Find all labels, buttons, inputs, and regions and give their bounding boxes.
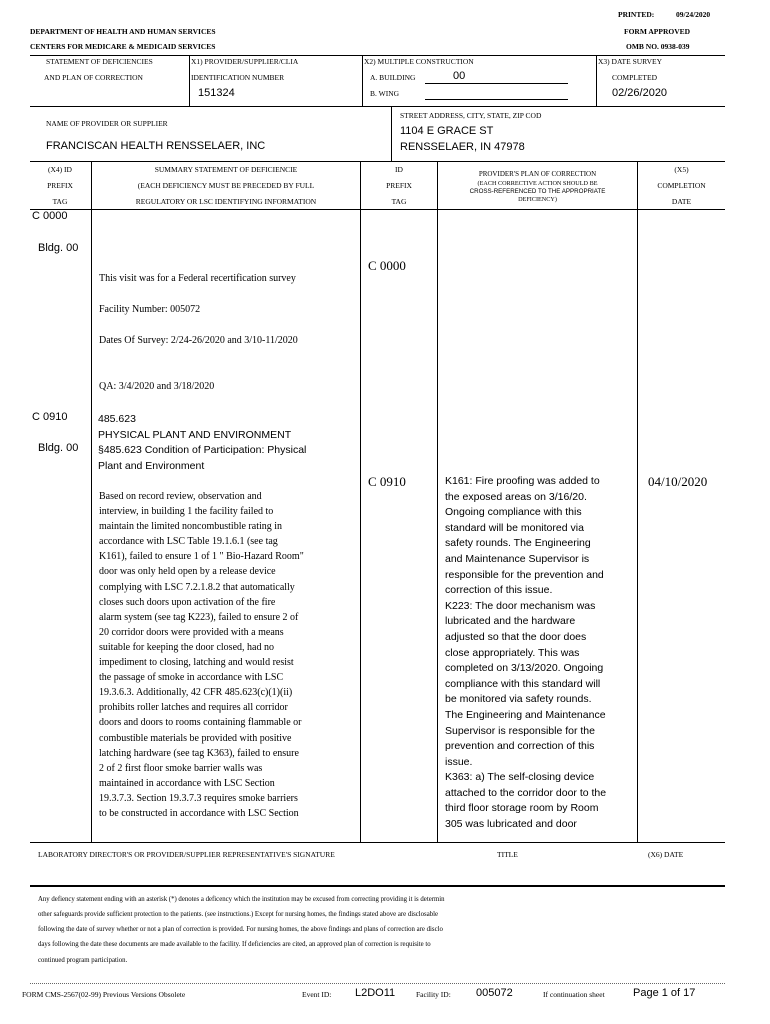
continuation-label: If continuation sheet [543,990,605,999]
id-header-3: TAG [391,197,407,206]
id-header-1: ID [395,165,403,174]
id-tag-1: C 0000 [368,258,406,273]
summary-header-3: REGULATORY OR LSC IDENTIFYING INFORMATION [135,197,317,206]
x4-header-2: PREFIX [47,181,73,190]
address-line-1: 1104 E GRACE ST [400,125,494,137]
x1-label: X1) PROVIDER/SUPPLIER/CLIA [191,57,299,66]
omb-number: OMB NO. 0938-039 [626,42,690,51]
department-title: DEPARTMENT OF HEALTH AND HUMAN SERVICES [30,27,216,36]
id-tag-2: C 0910 [368,474,406,489]
title-label: TITLE [497,850,518,859]
prefix-tag-1: C 0000 [32,210,68,222]
building-tag-2: Bldg. 00 [38,442,79,454]
x3-label-2: COMPLETED [612,73,657,82]
facility-id-value: 005072 [476,987,513,999]
building-tag-1: Bldg. 00 [38,242,79,254]
facility-number: Facility Number: 005072 [99,304,201,315]
signature-date-label: (X6) DATE [648,850,684,859]
completion-date: 04/10/2020 [648,474,708,489]
summary-header-2: (EACH DEFICIENCY MUST BE PRECEDED BY FULL [137,181,315,190]
building-value: 00 [453,70,466,82]
printed-date: 09/24/2020 [676,10,711,19]
survey-dates: Dates Of Survey: 2/24-26/2020 and 3/10-11/2020 [99,335,298,346]
disclaimer-line-3: following the date of survey whether or not a plan of correction is provided. For nursing homes, the above findings and plans of correction are disclo [38,926,443,933]
provider-name-label: NAME OF PROVIDER OR SUPPLIER [46,119,168,128]
survey-type: This visit was for a Federal recertification survey [99,273,296,284]
printed-label: PRINTED: [618,10,655,19]
wing-label: B. WING [370,89,400,98]
form-number: FORM CMS-2567(02-99) Previous Versions Obsolete [22,990,186,999]
summary-header-1: SUMMARY STATEMENT OF DEFICIENCIE [154,165,298,174]
x4-header-1: (X4) ID [48,165,72,174]
signature-label: LABORATORY DIRECTOR'S OR PROVIDER/SUPPLIER REPRESENTATIVE'S SIGNATURE [38,850,335,859]
x3-label: X3) DATE SURVEY [598,57,662,66]
plan-label: AND PLAN OF CORRECTION [44,73,143,82]
address-line-2: RENSSELAER, IN 47978 [400,141,525,153]
x5-header-1: (X5) [674,165,689,174]
x5-header-2: COMPLETION [657,181,706,190]
facility-id-label: Facility ID: [416,990,451,999]
plan-header-3: CROSS-REFERENCED TO THE APPROPRIATE [469,188,606,195]
form-approved: FORM APPROVED [624,27,691,36]
provider-id-value: 151324 [198,87,235,99]
disclaimer-line-5: continued program participation. [38,957,128,964]
disclaimer-line-4: days following the date these documents are made available to the facility. If deficiencies are cited, an approved plan of correction is requisite to [38,941,431,948]
disclaimer-line-2: other safeguards provide sufficient protection to the patients. (see instructions.) Except for nursing homes, the findings stated above are disclosable [38,911,439,918]
plan-header-2: (EACH CORRECTIVE ACTION SHOULD BE [477,180,598,187]
qa-dates: QA: 3/4/2020 and 3/18/2020 [99,381,215,392]
prefix-tag-2: C 0910 [32,411,68,423]
regulation-title: 485.623 PHYSICAL PLANT AND ENVIRONMENT §485.623 Condition of Participation: Physical Plant and Environment [98,413,307,472]
finding-text: Based on record review, observation and interview, in building 1 the facility failed to maintain the limited noncombustible rating in accordance with LSC Table 19.1.6.1 (see tag K161), failed to ensure 1 of 1 " Bio-Hazard Room" door was only held open by a release device complying with LSC 7.2.1.8.2 that automatically closes such doors upon activation of the fire alarm system (see tag K223), failed to ensure 2 of 20 corridor doors were provided with a means suitable for keeping the door closed, had no impediment to closing, latching and would resist the passage of smoke in accordance with LSC 19.3.6.3. Additionally, 42 CFR 485.623(c)(1)(ii) prohibits roller latches and requires all corridor doors and doors to rooms containing flammable or combustible materials be provided with positive latching hardware (see tag K363), failed to ensure 2 of 2 first floor smoke barrier walls was maintained in accordance with LSC Section 19.3.7.3. Section 19.3.7.3 requires smoke barriers to be constructed in accordance with LSC Section [99,491,304,819]
survey-date-value: 02/26/2020 [612,87,668,99]
statement-label: STATEMENT OF DEFICIENCIES [46,57,153,66]
plan-header-1: PROVIDER'S PLAN OF CORRECTION [478,170,597,178]
address-label: STREET ADDRESS, CITY, STATE, ZIP COD [400,111,542,120]
page-number: Page 1 of 17 [633,987,696,999]
disclaimer-line-1: Any defiency statement ending with an asterisk (*) denotes a deficency which the institution may be excused from correcting providing it is determin [38,896,445,903]
x5-header-3: DATE [671,197,692,206]
x1-label-2: IDENTIFICATION NUMBER [191,73,285,82]
centers-title: CENTERS FOR MEDICARE & MEDICAID SERVICES [30,42,216,51]
x2-label: X2) MULTIPLE CONSTRUCTION [364,57,474,66]
event-id-label: Event ID: [302,990,332,999]
plan-header-4: DEFICIENCY) [518,196,557,203]
id-header-2: PREFIX [386,181,412,190]
provider-name-value: FRANCISCAN HEALTH RENSSELAER, INC [46,140,266,152]
building-label: A. BUILDING [370,73,416,82]
event-id-value: L2DO11 [355,987,396,999]
plan-of-correction-text: K161: Fire proofing was added to the exposed areas on 3/16/20. Ongoing compliance with this standard will be monitored via safety rounds. The Engineering and Maintenance Supervisor is responsible for the prevention and correction of this issue. K223: The door mechanism was lubricated and the hardware adjusted so that the door does close appropriately. This was completed on 3/13/2020. Ongoing compliance with this standard will be monitored via safety rounds. The Engineering and Maintenance Supervisor is responsible for the prevention and correction of this issue. K363: a) The self-closing device attached to the corridor door to the third floor storage room by Room 305 was lubricated and door [445,475,607,831]
x4-header-3: TAG [52,197,68,206]
